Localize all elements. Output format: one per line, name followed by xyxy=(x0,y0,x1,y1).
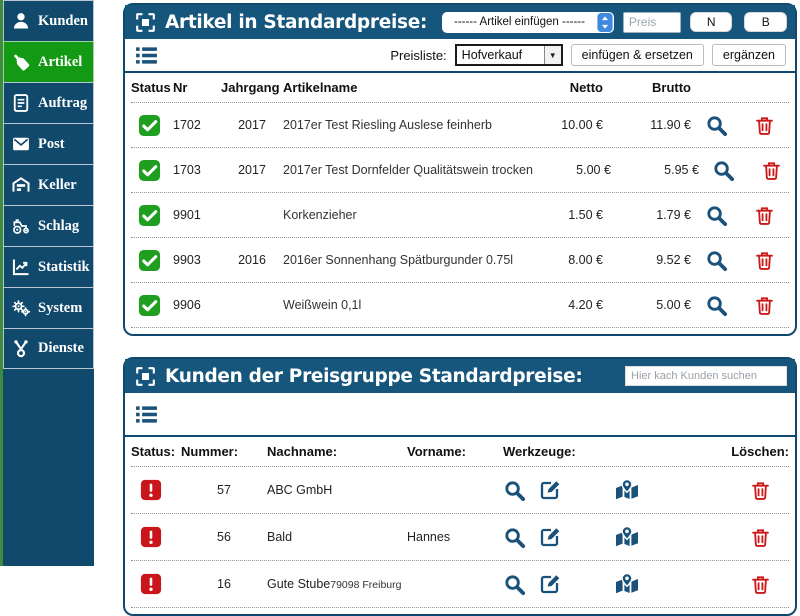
status-alert-icon[interactable] xyxy=(140,526,162,548)
trash-icon[interactable] xyxy=(754,204,775,227)
col-loeschen: Löschen: xyxy=(731,444,789,459)
customers-panel-title: Kunden der Preisgruppe Standardpreise: xyxy=(165,365,583,387)
search-icon[interactable] xyxy=(705,114,728,137)
cell-artikelname: 2017er Test Dornfelder Qualitätswein trocken xyxy=(283,163,533,177)
cell-netto: 1.50 € xyxy=(568,208,603,222)
articles-table xyxy=(125,73,795,334)
map-location-icon[interactable] xyxy=(614,572,640,596)
col-nummer: Nummer: xyxy=(181,444,239,459)
document-icon xyxy=(11,93,31,113)
cell-nummer: 57 xyxy=(217,483,231,497)
cell-brutto: 9.52 € xyxy=(656,253,691,267)
customer-row xyxy=(131,467,789,514)
col-nachname: Nachname: xyxy=(267,444,338,459)
cell-brutto: 11.90 € xyxy=(650,118,691,132)
envelope-icon xyxy=(11,134,31,154)
chart-icon xyxy=(11,257,31,277)
netto-button[interactable]: N xyxy=(690,12,733,32)
user-icon xyxy=(11,11,31,31)
col-jahrgang: Jahrgang xyxy=(221,80,280,95)
cell-nachname: Gute Stube79098 Freiburg xyxy=(267,577,402,591)
frame-icon xyxy=(135,12,156,33)
list-icon xyxy=(134,402,159,427)
search-icon[interactable] xyxy=(705,204,728,227)
cell-brutto: 5.95 € xyxy=(664,163,699,177)
warehouse-icon xyxy=(11,175,31,195)
cell-werkzeuge xyxy=(503,525,731,549)
sidebar-item-post[interactable] xyxy=(3,123,94,164)
pricelist-select[interactable] xyxy=(455,44,563,66)
customers-table-header xyxy=(131,437,789,467)
cell-nr: 9906 xyxy=(173,298,201,312)
sidebar-item-label: Auftrag xyxy=(38,94,88,111)
divining-rod-icon xyxy=(11,339,31,359)
articles-panel-title: Artikel in Standardpreise: xyxy=(165,11,428,33)
sidebar-item-label: Statistik xyxy=(38,258,90,275)
customers-panel-header xyxy=(125,359,795,393)
article-row xyxy=(131,148,789,193)
cell-nr: 1702 xyxy=(173,118,201,132)
append-button[interactable]: ergänzen xyxy=(712,44,786,66)
map-location-icon[interactable] xyxy=(614,525,640,549)
status-checkbox-icon[interactable] xyxy=(138,294,161,317)
sidebar-item-label: Artikel xyxy=(38,53,83,70)
trash-icon[interactable] xyxy=(750,479,771,502)
article-row xyxy=(131,238,789,283)
sidebar-item-label: System xyxy=(38,299,83,316)
frame-icon xyxy=(135,366,156,387)
cell-netto: 4.20 € xyxy=(568,298,603,312)
article-row xyxy=(131,283,789,328)
sidebar-item-label: Post xyxy=(38,135,65,152)
status-checkbox-icon[interactable] xyxy=(138,204,161,227)
sidebar-item-dienste[interactable] xyxy=(3,328,94,369)
edit-icon[interactable] xyxy=(537,572,563,596)
cell-artikelname: 2016er Sonnenhang Spätburgunder 0.75l xyxy=(283,253,514,267)
sidebar-item-statistik[interactable] xyxy=(3,246,94,287)
status-alert-icon[interactable] xyxy=(140,479,162,501)
trash-icon[interactable] xyxy=(750,573,771,596)
trash-icon[interactable] xyxy=(754,114,775,137)
col-status: Status: xyxy=(131,444,176,459)
sidebar-item-label: Dienste xyxy=(38,340,84,356)
stepper-icon xyxy=(597,13,613,32)
edit-icon[interactable] xyxy=(537,478,563,502)
col-brutto: Brutto xyxy=(652,80,691,95)
status-alert-icon[interactable] xyxy=(140,573,162,595)
cell-brutto: 5.00 € xyxy=(656,298,691,312)
customer-row xyxy=(131,514,789,561)
col-status: Status xyxy=(131,80,171,95)
dropdown-arrow-icon: ▼ xyxy=(544,46,561,64)
sidebar-item-schlag[interactable] xyxy=(3,205,94,246)
cell-netto: 8.00 € xyxy=(568,253,603,267)
list-view-button[interactable] xyxy=(134,402,159,427)
customers-toolbar xyxy=(125,393,795,437)
price-input[interactable] xyxy=(623,12,681,33)
articles-panel-header xyxy=(125,5,795,39)
cell-werkzeuge xyxy=(503,478,731,502)
cell-nachname-extra: 79098 Freiburg xyxy=(330,579,402,591)
search-icon[interactable] xyxy=(705,249,728,272)
col-werkzeuge: Werkzeuge: xyxy=(503,444,576,459)
search-icon[interactable] xyxy=(705,294,728,317)
map-location-icon[interactable] xyxy=(614,478,640,502)
trash-icon[interactable] xyxy=(761,159,782,182)
brutto-button[interactable]: B xyxy=(744,12,787,32)
articles-table-header xyxy=(131,73,789,103)
customers-table xyxy=(125,437,795,614)
insert-replace-button[interactable]: einfügen & ersetzen xyxy=(571,44,704,66)
cell-netto: 10.00 € xyxy=(561,118,603,132)
sidebar-item-label: Schlag xyxy=(38,217,80,234)
gears-icon xyxy=(11,298,31,318)
sidebar-item-label: Keller xyxy=(38,176,77,193)
cell-artikelname: 2017er Test Riesling Auslese feinherb xyxy=(283,118,492,132)
status-checkbox-icon[interactable] xyxy=(138,249,161,272)
trash-icon[interactable] xyxy=(754,249,775,272)
cell-werkzeuge xyxy=(503,572,731,596)
wine-bottle-icon xyxy=(11,52,31,72)
trash-icon[interactable] xyxy=(754,294,775,317)
cell-jahrgang: 2017 xyxy=(238,118,266,132)
cell-artikelname: Korkenzieher xyxy=(283,208,357,222)
customers-panel xyxy=(123,357,797,616)
cell-artikelname: Weißwein 0,1l xyxy=(283,298,362,312)
cell-netto: 5.00 € xyxy=(576,163,611,177)
customer-row xyxy=(131,561,789,608)
sidebar-item-kunden[interactable] xyxy=(3,0,94,41)
article-insert-select[interactable] xyxy=(442,12,614,33)
list-view-button[interactable] xyxy=(134,43,159,68)
status-checkbox-icon[interactable] xyxy=(138,114,161,137)
col-vorname: Vorname: xyxy=(407,444,466,459)
search-icon[interactable] xyxy=(503,479,526,502)
sidebar-item-system[interactable] xyxy=(3,287,94,328)
cell-nachname: Bald xyxy=(267,530,293,544)
cell-nr: 9901 xyxy=(173,208,201,222)
sidebar-item-auftrag[interactable] xyxy=(3,82,94,123)
status-checkbox-icon[interactable] xyxy=(138,159,161,182)
col-nr: Nr xyxy=(173,80,188,95)
cell-brutto: 1.79 € xyxy=(656,208,691,222)
articles-toolbar xyxy=(125,39,795,73)
cell-nr: 1703 xyxy=(173,163,201,177)
search-icon[interactable] xyxy=(503,526,526,549)
col-artikelname: Artikelname xyxy=(283,80,358,95)
trash-icon[interactable] xyxy=(750,526,771,549)
articles-panel xyxy=(123,3,797,336)
search-icon[interactable] xyxy=(503,573,526,596)
sidebar-item-label: Kunden xyxy=(38,12,88,29)
sidebar-item-artikel[interactable] xyxy=(3,41,94,82)
cell-nummer: 16 xyxy=(217,577,231,591)
tractor-icon xyxy=(11,216,31,236)
edit-icon[interactable] xyxy=(537,525,563,549)
cell-jahrgang: 2017 xyxy=(238,163,266,177)
customer-search-input[interactable] xyxy=(625,366,787,386)
cell-nr: 9903 xyxy=(173,253,201,267)
pricelist-select-value: Hofverkauf xyxy=(461,48,523,62)
sidebar xyxy=(0,0,94,566)
article-row xyxy=(131,103,789,148)
search-icon[interactable] xyxy=(712,159,735,182)
main-content xyxy=(123,3,797,616)
cell-vorname: Hannes xyxy=(407,530,451,544)
article-insert-select-value: ------ Artikel einfügen ------ xyxy=(453,16,585,28)
list-icon xyxy=(134,43,159,68)
pricelist-label: Preisliste: xyxy=(390,47,447,63)
cell-nummer: 56 xyxy=(217,530,231,544)
sidebar-item-keller[interactable] xyxy=(3,164,94,205)
article-row xyxy=(131,193,789,238)
cell-jahrgang: 2016 xyxy=(238,253,266,267)
cell-nachname: ABC GmbH xyxy=(267,483,333,497)
col-netto: Netto xyxy=(569,80,603,95)
